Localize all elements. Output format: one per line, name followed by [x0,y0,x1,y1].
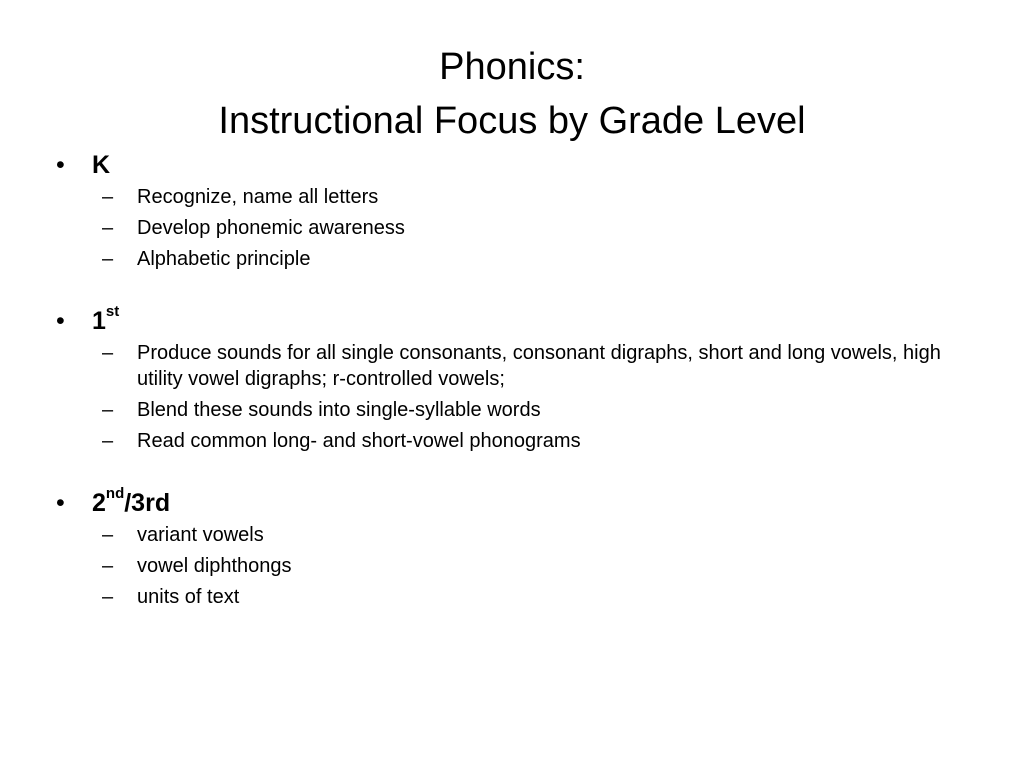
section-k [54,148,954,272]
bullet-heading [54,148,954,182]
list-item [54,584,954,610]
sub-list [54,340,954,454]
dash-icon: – [102,217,114,239]
title-line-1: Phonics: [439,46,585,88]
dash-icon: – [102,586,114,608]
bullet-dot-icon: • [56,489,65,517]
item-text: Produce sounds for all single consonants, consonant digraphs, short and long vowels, high utility vowel digraphs; r-controlled vowels; [137,342,941,390]
dash-icon: – [102,342,114,364]
dash-icon: – [102,186,114,208]
list-item [54,428,954,454]
heading-text: 1 [92,307,106,335]
sub-list [54,522,954,610]
list-item [54,184,954,210]
bullet-heading [54,304,954,338]
list-item [54,215,954,241]
section-1st [54,304,954,454]
item-text: Alphabetic principle [137,248,311,270]
bullet-dot-icon: • [56,151,65,179]
dash-icon: – [102,248,114,270]
dash-icon: – [102,430,114,452]
title-line-2: Instructional Focus by Grade Level [218,100,806,142]
heading-suffix: /3rd [124,489,171,517]
list-item [54,397,954,423]
list-item [54,246,954,272]
list-item [54,522,954,548]
dash-icon: – [102,555,114,577]
heading-superscript: st [105,302,120,320]
section-2nd-3rd [54,486,954,610]
item-text: units of text [137,586,240,608]
item-text: Develop phonemic awareness [137,217,405,239]
heading-text: 2 [92,489,106,517]
bullet-heading [54,486,954,520]
heading-superscript: nd [105,484,125,502]
item-text: vowel diphthongs [137,555,292,577]
dash-icon: – [102,524,114,546]
item-text: Read common long- and short-vowel phonograms [137,430,581,452]
item-text: Blend these sounds into single-syllable words [137,399,541,421]
dash-icon: – [102,399,114,421]
item-text: variant vowels [137,524,264,546]
heading-text: K [92,151,111,179]
slide-title [0,40,1024,148]
sub-list [54,184,954,272]
slide-body [54,148,954,615]
list-item [54,340,954,392]
bullet-dot-icon: • [56,307,65,335]
item-text: Recognize, name all letters [137,186,379,208]
list-item [54,553,954,579]
